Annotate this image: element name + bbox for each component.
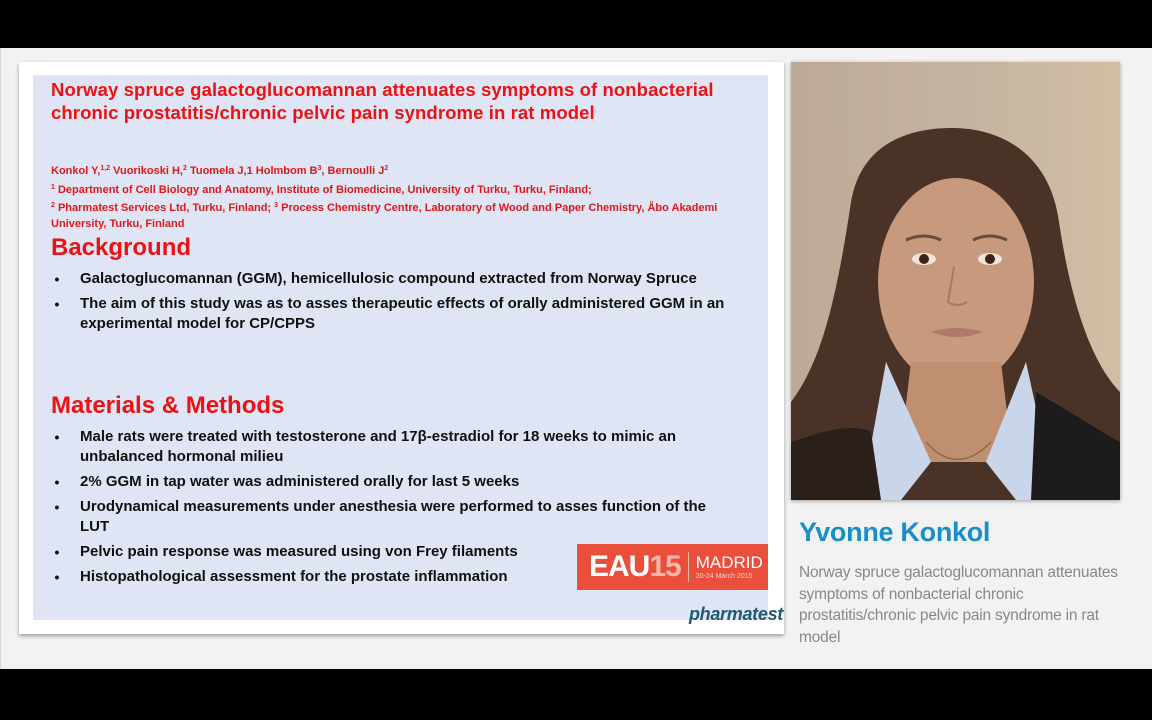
author-line bbox=[51, 161, 751, 180]
bullet-item bbox=[51, 427, 731, 467]
bullet-icon: • bbox=[54, 296, 60, 312]
bullet-icon: • bbox=[54, 474, 60, 490]
speaker-portrait-icon bbox=[791, 62, 1120, 500]
affiliation-text: Process Chemistry Centre, Laboratory of Wood and Paper Chemistry, Åbo Akademi University, Turku, Finland bbox=[51, 202, 718, 230]
logo-city-block bbox=[696, 554, 763, 580]
slide-title: Norway spruce galactoglucomannan attenuates symptoms of nonbacterial chronic prostatitis/chronic pelvic pain syndrome in rat model bbox=[51, 79, 714, 123]
methods-heading: Materials & Methods bbox=[51, 392, 285, 419]
eau15-madrid-logo bbox=[577, 544, 768, 590]
author-text: Tuomela J,1 Holmbom B bbox=[186, 165, 318, 177]
author-sup: 2 bbox=[384, 165, 389, 172]
background-heading: Background bbox=[51, 234, 192, 261]
logo-dates: 20-24 March 2015 bbox=[695, 573, 753, 580]
affiliation-sup: 3 bbox=[274, 202, 279, 209]
affiliation-1 bbox=[51, 180, 751, 199]
author-sup: 1,2 bbox=[100, 165, 111, 172]
bullet-item bbox=[51, 497, 731, 537]
video-stage bbox=[0, 48, 1152, 669]
bullet-item bbox=[51, 269, 731, 289]
speaker-photo bbox=[791, 62, 1120, 500]
bullet-item bbox=[51, 294, 731, 334]
bullet-text: 2% GGM in tap water was administered orally for last 5 weeks bbox=[80, 473, 520, 490]
bullet-icon: • bbox=[54, 499, 60, 515]
author-block bbox=[51, 161, 751, 232]
bullet-item bbox=[51, 472, 731, 492]
letterbox-bottom bbox=[0, 669, 1152, 720]
logo-eau-text: EAU bbox=[589, 550, 650, 583]
logo-city: MADRID bbox=[695, 553, 763, 572]
author-sup: 3 bbox=[317, 165, 322, 172]
pharmatest-logo: pharmatest bbox=[688, 604, 783, 624]
presentation-slide bbox=[19, 62, 784, 634]
bullet-text: Galactoglucomannan (GGM), hemicellulosic compound extracted from Norway Spruce bbox=[80, 270, 697, 287]
author-sup: 2 bbox=[183, 165, 187, 172]
author-text: , Bernoulli J bbox=[321, 165, 385, 177]
logo-number: 15 bbox=[649, 550, 681, 583]
bullet-text: The aim of this study was as to asses therapeutic effects of orally administered GGM in an experimental model for CP/CPPS bbox=[80, 295, 725, 332]
speaker-name: Yvonne Konkol bbox=[799, 517, 991, 547]
affiliation-2-3 bbox=[51, 198, 751, 232]
bullet-icon: • bbox=[54, 569, 60, 585]
author-text: Vuorikoski H, bbox=[110, 165, 183, 177]
slide-panel bbox=[33, 75, 783, 624]
bullet-text: Urodynamical measurements under anesthesia were performed to asses function of the LUT bbox=[80, 498, 707, 535]
affiliation-text: Pharmatest Services Ltd, Turku, Finland; bbox=[54, 202, 275, 214]
talk-title: Norway spruce galactoglucomannan attenuates symptoms of nonbacterial chronic prostatitis/chronic pelvic pain syndrome in rat model bbox=[799, 564, 1118, 646]
logo-divider bbox=[688, 552, 689, 582]
affiliation-text: Department of Cell Biology and Anatomy, Institute of Biomedicine, University of Turku, Turku, Finland; bbox=[54, 183, 592, 196]
bullet-text: Histopathological assessment for the prostate inflammation bbox=[80, 568, 508, 585]
background-bullets bbox=[51, 269, 731, 339]
letterbox-top bbox=[0, 0, 1152, 48]
bullet-text: Male rats were treated with testosterone and 17β-estradiol for 18 weeks to mimic an unbalanced hormonal milieu bbox=[80, 428, 677, 465]
author-text: Konkol Y, bbox=[51, 165, 101, 177]
bullet-icon: • bbox=[54, 429, 60, 445]
bullet-icon: • bbox=[54, 271, 60, 287]
affiliation-sup: 2 bbox=[51, 202, 55, 209]
bullet-text: Pelvic pain response was measured using von Frey filaments bbox=[80, 543, 518, 560]
bullet-icon: • bbox=[54, 544, 60, 560]
affiliation-sup: 1 bbox=[51, 183, 55, 191]
